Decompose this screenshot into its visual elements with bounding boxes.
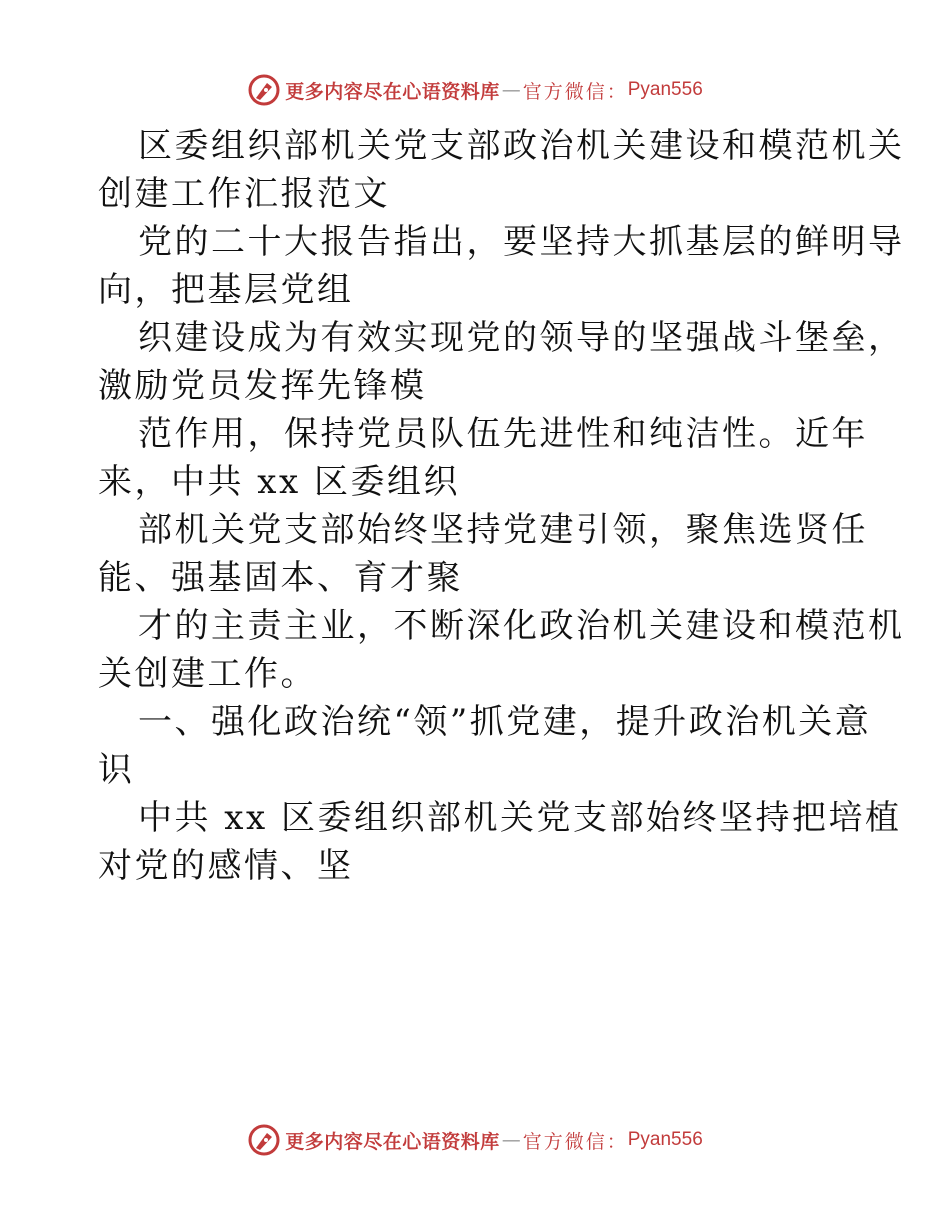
heading-line: 一、强化政治统“领”抓党建，提升政治机关意 bbox=[138, 702, 872, 742]
watermark-wechat-id: Pyan556 bbox=[627, 79, 703, 100]
paragraph-line: 织建设成为有效实现党的领导的坚强战斗堡垒， bbox=[138, 318, 905, 358]
paragraph-5 bbox=[98, 602, 905, 698]
title-line-2: 创建工作汇报范文 bbox=[98, 174, 390, 214]
paragraph-line: 党的二十大报告指出，要坚持大抓基层的鲜明导 bbox=[138, 222, 905, 262]
paragraph-3 bbox=[98, 410, 868, 506]
footer-watermark bbox=[0, 1120, 950, 1160]
paragraph-line: 才的主责主业，不断深化政治机关建设和模范机 bbox=[138, 606, 905, 646]
paragraph-line: 激励党员发挥先锋模 bbox=[98, 366, 427, 406]
paragraph-line: 向，把基层党组 bbox=[98, 270, 354, 310]
paragraph-2 bbox=[98, 314, 905, 410]
paragraph-line: 能、强基固本、育才聚 bbox=[98, 558, 463, 598]
watermark-dash: — bbox=[501, 79, 521, 101]
paragraph-line: 来，中共 xx 区委组织 bbox=[98, 462, 460, 502]
paragraph-line: 对党的感情、坚 bbox=[98, 846, 354, 886]
watermark-dash: — bbox=[501, 1129, 521, 1151]
watermark-wechat-id: Pyan556 bbox=[627, 1129, 703, 1150]
paragraph-1 bbox=[98, 218, 905, 314]
fountain-pen-seal-icon bbox=[247, 73, 281, 107]
paragraph-line: 范作用，保持党员队伍先进性和纯洁性。近年 bbox=[138, 414, 868, 454]
heading-line: 识 bbox=[98, 750, 135, 790]
watermark-wechat-label: 官方微信： bbox=[522, 80, 628, 103]
paragraph-6 bbox=[98, 794, 902, 890]
paragraph-line: 关创建工作。 bbox=[98, 654, 317, 694]
document-body bbox=[98, 122, 905, 890]
document-title bbox=[98, 122, 905, 218]
title-line-1: 区委组织部机关党支部政治机关建设和模范机关 bbox=[138, 126, 905, 166]
watermark-wechat-label: 官方微信： bbox=[522, 1130, 628, 1153]
header-watermark bbox=[0, 70, 950, 110]
section-heading-1 bbox=[98, 698, 872, 794]
fountain-pen-seal-icon bbox=[247, 1123, 281, 1157]
paragraph-line: 中共 xx 区委组织部机关党支部始终坚持把培植 bbox=[138, 798, 902, 838]
watermark-text: 更多内容尽在心语资料库 bbox=[285, 1130, 500, 1153]
paragraph-4 bbox=[98, 506, 868, 602]
paragraph-line: 部机关党支部始终坚持党建引领，聚焦选贤任 bbox=[138, 510, 868, 550]
watermark-text: 更多内容尽在心语资料库 bbox=[285, 80, 500, 103]
